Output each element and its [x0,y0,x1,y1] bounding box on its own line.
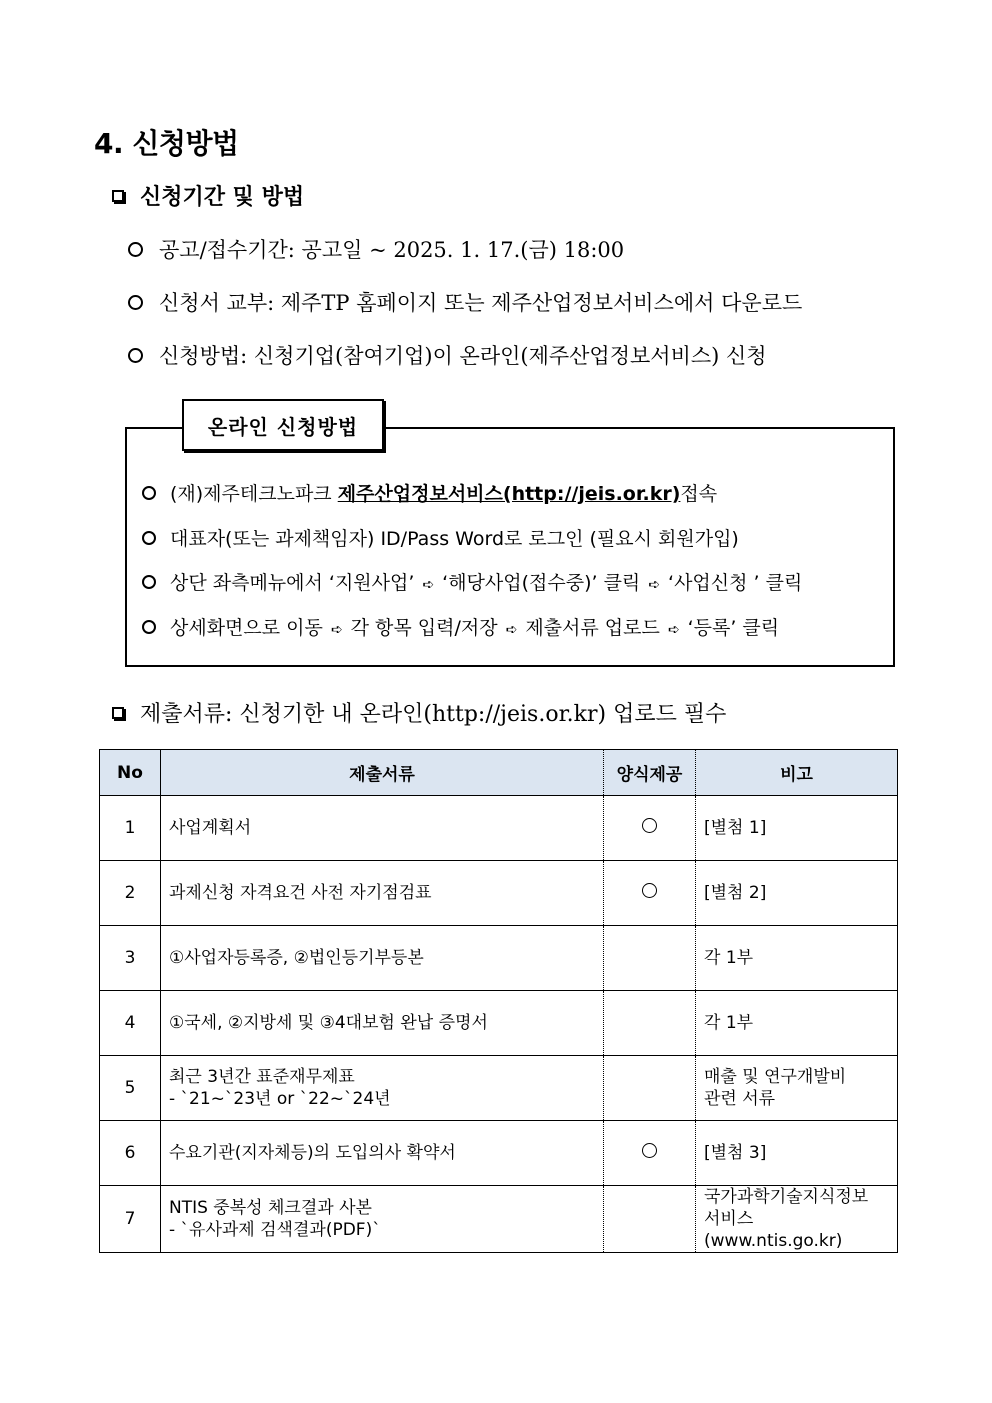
right-arrow-icon: ➪ [330,622,343,638]
step-text: ‘등록’ 클릭 [687,617,780,639]
right-arrow-icon: ➪ [667,622,680,638]
document-cell [161,861,604,926]
form-provided-cell [604,796,696,861]
document-cell [161,1121,604,1186]
note-cell [696,796,898,861]
document-cell [161,1186,604,1253]
note-cell [696,991,898,1056]
form-provided-cell [604,926,696,991]
table-row [100,1121,898,1186]
form-provided-cell [604,1056,696,1121]
col-document: 제출서류 [161,750,604,796]
period-item-text: 신청방법: 신청기업(참여기업)이 온라인(제주산업정보서비스) 신청 [159,344,767,368]
circle-mark-icon [642,1143,657,1158]
note-text: [별첨 1] [704,818,767,838]
document-cell [161,926,604,991]
row-number: 2 [100,861,161,926]
right-arrow-icon: ➪ [648,577,661,593]
document-name: NTIS 중복성 체크결과 사본 [169,1198,372,1218]
online-item [142,524,739,551]
table-row [100,1186,898,1253]
row-number: 1 [100,796,161,861]
document-name: 수요기관(지자체등)의 도입의사 확약서 [169,1143,456,1163]
right-arrow-icon: ➪ [422,577,435,593]
row-number: 4 [100,991,161,1056]
note-text: 각 1부 [704,1013,754,1033]
note-text: 각 1부 [704,948,754,968]
online-item-text: 대표자(또는 과제책임자) ID/Pass Word로 로그인 (필요시 회원가입) [170,528,739,550]
square-bullet-icon [112,190,124,202]
document-cell [161,991,604,1056]
period-item-text: 신청서 교부: 제주TP 홈페이지 또는 제주산업정보서비스에서 다운로드 [159,291,803,315]
col-note: 비고 [696,750,898,796]
step-text: ‘해당사업(접수중)’ 클릭 [442,572,641,594]
table-row [100,991,898,1056]
form-provided-cell [604,991,696,1056]
form-provided-cell [604,1186,696,1253]
col-form-provided: 양식제공 [604,750,696,796]
step-text: ‘사업신청 ’ 클릭 [668,572,803,594]
online-item [142,613,779,640]
form-provided-cell [604,1121,696,1186]
note-text: 국가과학기술지식정보 [704,1187,869,1207]
circle-bullet-icon [142,620,156,634]
document-name: ①국세, ②지방세 및 ③4대보험 완납 증명서 [169,1013,488,1033]
documents-heading [112,697,726,728]
row-number: 5 [100,1056,161,1121]
online-item-prefix: (재)제주테크노파크 [170,483,338,505]
document-name: 과제신청 자격요건 사전 자기점검표 [169,883,432,903]
document-name: ①사업자등록증, ②법인등기부등본 [169,948,424,968]
row-number: 7 [100,1186,161,1253]
period-item [128,234,624,264]
period-item-text: 공고/접수기간: 공고일 ~ 2025. 1. 17.(금) 18:00 [159,238,625,262]
square-bullet-icon [112,707,124,719]
note-text-2: 서비스 (www.ntis.go.kr) [704,1209,843,1251]
circle-mark-icon [642,818,657,833]
document-detail: - `유사과제 검색결과(PDF)` [169,1220,381,1240]
jeis-link[interactable]: 제주산업정보서비스(http://jeis.or.kr) [337,483,681,505]
note-cell [696,1056,898,1121]
step-text: 상단 좌측메뉴에서 ‘지원사업’ [170,572,415,594]
period-item [128,287,802,317]
document-cell [161,796,604,861]
document-cell [161,1056,604,1121]
table-header-row [100,750,898,796]
circle-bullet-icon [142,575,156,589]
circle-bullet-icon [142,486,156,500]
note-text: [별첨 2] [704,883,767,903]
documents-table [99,749,898,1253]
right-arrow-icon: ➪ [505,622,518,638]
section-title: 4. 신청방법 [94,127,239,160]
period-item [128,340,767,370]
circle-bullet-icon [128,348,143,363]
online-method-label: 온라인 신청방법 [182,399,384,451]
document-name: 최근 3년간 표준재무제표 [169,1067,355,1087]
document-detail: - `21~`23년 or `22~`24년 [169,1089,391,1109]
table-row [100,796,898,861]
online-item-suffix: 접속 [680,483,718,505]
note-text-2: 관련 서류 [704,1089,776,1109]
note-cell [696,861,898,926]
document-name: 사업계획서 [169,818,252,838]
step-text: 상세화면으로 이동 [170,617,323,639]
col-no: No [100,750,161,796]
step-text: 제출서류 업로드 [525,617,660,639]
note-text: [별첨 3] [704,1143,767,1163]
table-row [100,926,898,991]
note-cell [696,1121,898,1186]
circle-bullet-icon [142,531,156,545]
circle-bullet-icon [128,295,143,310]
online-item [142,479,717,506]
row-number: 3 [100,926,161,991]
circle-bullet-icon [128,242,143,257]
row-number: 6 [100,1121,161,1186]
documents-heading-text: 제출서류: 신청기한 내 온라인(http://jeis.or.kr) 업로드 필수 [140,702,727,727]
table-row [100,861,898,926]
online-item [142,568,802,595]
note-text: 매출 및 연구개발비 [704,1067,847,1087]
form-provided-cell [604,861,696,926]
period-heading-text: 신청기간 및 방법 [140,184,305,210]
table-row [100,1056,898,1121]
circle-mark-icon [642,883,657,898]
period-heading [112,180,304,211]
note-cell [696,1186,898,1253]
note-cell [696,926,898,991]
step-text: 각 항목 입력/저장 [350,617,498,639]
